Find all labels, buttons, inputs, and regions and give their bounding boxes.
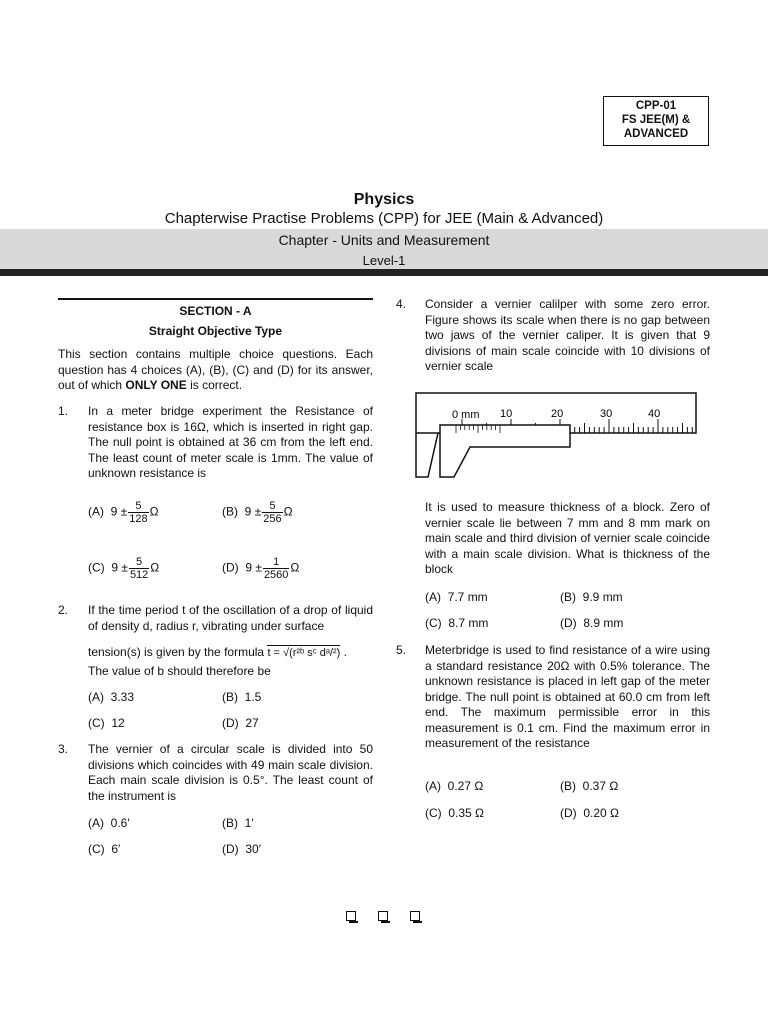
option-c xyxy=(88,716,125,730)
option-c xyxy=(88,556,159,581)
code-line: CPP-01 xyxy=(635,100,677,112)
option-c xyxy=(425,616,488,630)
option-value: 30′ xyxy=(245,842,261,856)
option-d xyxy=(560,616,623,630)
chapter-title: Chapter - Units and Measurement xyxy=(278,232,490,248)
option-d xyxy=(560,806,619,820)
question-number: 5. xyxy=(396,643,407,657)
option-label: (B) xyxy=(560,779,576,793)
option-value: 0.20 Ω xyxy=(583,806,620,820)
cpp-code-box xyxy=(603,96,709,146)
numerator: 5 xyxy=(262,500,282,513)
denominator: 256 xyxy=(263,513,282,525)
option-label: (B) xyxy=(222,816,238,830)
numerator: 1 xyxy=(263,556,289,569)
scale-label: 0 mm xyxy=(452,409,480,421)
option-label: (C) xyxy=(425,616,442,630)
fraction xyxy=(129,556,149,581)
option-label: (A) xyxy=(88,816,104,830)
option-label: (A) xyxy=(88,690,104,704)
end-mark-box-icon xyxy=(410,911,420,921)
option-value: 6′ xyxy=(111,842,121,856)
option-d xyxy=(222,556,299,581)
end-mark-box-icon xyxy=(378,911,388,921)
option-label: (B) xyxy=(222,690,238,704)
numerator: 5 xyxy=(129,556,149,569)
question-text: If the time period t of the oscillation of a drop of liquid of density d, radius r, vibrating under surface xyxy=(88,603,373,633)
section-title: SECTION - A xyxy=(179,304,252,318)
option-a xyxy=(88,816,130,830)
question-text: Consider a vernier calilper with some zero error. Figure shows its scale when there is no gap between two jaws of the vernier caliper. It is given that 9 divisions of main scale coincide with 10 divisions of vernier scale xyxy=(425,297,710,373)
option-prefix: 9 ± xyxy=(244,504,262,519)
fraction xyxy=(263,556,289,581)
option-label: (C) xyxy=(88,842,105,856)
option-label: (D) xyxy=(222,560,239,575)
option-prefix: 9 ± xyxy=(110,504,128,519)
instructions-text: This section contains multiple choice questions. Each question has 4 choices (A), (B), (C) and (D) for its answer, out of which xyxy=(58,347,373,392)
option-value: 27 xyxy=(245,716,259,730)
level-label: Level-1 xyxy=(362,253,406,268)
option-a xyxy=(88,500,159,525)
code-line: FS JEE(M) & xyxy=(621,114,691,126)
option-label: (D) xyxy=(222,842,239,856)
question-text: tension(s) is given by the formula xyxy=(88,645,265,659)
option-label: (C) xyxy=(425,806,442,820)
question-number: 4. xyxy=(396,297,407,311)
option-value: 9.9 mm xyxy=(582,590,623,604)
option-label: (D) xyxy=(560,806,577,820)
option-b xyxy=(222,690,261,704)
fraction xyxy=(262,500,282,525)
option-unit: Ω xyxy=(283,504,293,519)
question-text: Meterbridge is used to find resistance of a wire using a standard resistance 20Ω with 0.5% tolerance. The unknown resistance is placed in left gap of the meter bridge. The null point is obtained at 60.0 cm from left end. The maximum permissible error in this measurement is 0.1 cm. Find the maximum error in measurement of the resistance xyxy=(425,643,710,750)
option-label: (D) xyxy=(222,716,239,730)
header-divider xyxy=(0,269,768,276)
option-label: (B) xyxy=(222,504,238,519)
question-text: It is used to measure thickness of a block. Zero of vernier scale lie between 7 mm and 8 mm mark on main scale and third division of vernier scale coincide with a main scale division. What is thickness of the block xyxy=(425,500,710,576)
instructions-emphasis: ONLY ONE xyxy=(125,378,187,392)
formula: t = √(r²ᵇ sᶜ dᵃ/²) xyxy=(267,647,341,659)
option-value: 0.6′ xyxy=(110,816,130,830)
option-value: 1.5 xyxy=(244,690,262,704)
option-label: (C) xyxy=(88,716,105,730)
option-b xyxy=(222,816,254,830)
option-c xyxy=(88,842,120,856)
option-d xyxy=(222,716,259,730)
option-a xyxy=(88,690,134,704)
scale-label: 20 xyxy=(551,408,564,420)
question-text-formula-line: tension(s) is given by the formula t = √(r²ᵇ sᶜ dᵃ/²) . xyxy=(88,645,347,659)
option-a xyxy=(425,779,483,793)
option-unit: Ω xyxy=(149,504,159,519)
denominator: 512 xyxy=(129,569,149,581)
instructions-text-end: is correct. xyxy=(186,378,243,392)
option-value: 1′ xyxy=(244,816,254,830)
vernier-caliper-figure xyxy=(410,389,700,487)
option-label: (C) xyxy=(88,560,105,575)
subtitle: Chapterwise Practise Problems (CPP) for JEE (Main & Advanced) xyxy=(164,210,604,227)
scale-label: 30 xyxy=(600,408,613,420)
option-value: 0.27 Ω xyxy=(447,779,484,793)
question-number: 2. xyxy=(58,603,69,617)
scale-label: 40 xyxy=(648,408,661,420)
option-value: 0.37 Ω xyxy=(582,779,619,793)
option-label: (A) xyxy=(425,590,441,604)
section-instructions xyxy=(58,347,373,394)
option-value: 8.7 mm xyxy=(448,616,489,630)
option-c xyxy=(425,806,484,820)
option-value: 0.35 Ω xyxy=(448,806,485,820)
section-rule xyxy=(58,298,373,300)
option-unit: Ω xyxy=(150,560,160,575)
option-d xyxy=(222,842,261,856)
option-value: 12 xyxy=(111,716,125,730)
denominator: 128 xyxy=(129,513,148,525)
option-label: (D) xyxy=(560,616,577,630)
option-label: (B) xyxy=(560,590,576,604)
option-unit: Ω xyxy=(290,560,300,575)
option-value: 3.33 xyxy=(110,690,135,704)
fraction xyxy=(128,500,148,525)
question-number: 3. xyxy=(58,742,69,756)
option-value: 8.9 mm xyxy=(583,616,624,630)
end-mark-box-icon xyxy=(346,911,356,921)
question-text: The value of b should therefore be xyxy=(88,664,271,678)
question-text: In a meter bridge experiment the Resistance of resistance box is 16Ω, which is inserted in right gap. The null point is obtained at 36 cm from the left end. The least count of meter scale is 1mm. The value of unknown resistance is xyxy=(88,404,373,480)
section-type: Straight Objective Type xyxy=(148,324,283,338)
subject-title: Physics xyxy=(353,191,415,208)
option-b xyxy=(560,779,618,793)
fixed-jaw xyxy=(416,433,438,477)
scale-label: 10 xyxy=(500,408,513,420)
option-a xyxy=(425,590,488,604)
option-label: (A) xyxy=(425,779,441,793)
numerator: 5 xyxy=(128,500,148,513)
question-number: 1. xyxy=(58,404,69,418)
option-label: (A) xyxy=(88,504,104,519)
option-b xyxy=(222,500,293,525)
question-text: The vernier of a circular scale is divided into 50 divisions which coincides with 49 main scale division. Each main scale division is 0.5°. The least count of the instrument is xyxy=(88,742,373,803)
option-prefix: 9 ± xyxy=(245,560,262,575)
vernier-slider xyxy=(440,425,570,477)
option-value: 7.7 mm xyxy=(447,590,488,604)
denominator: 2560 xyxy=(263,569,289,581)
option-b xyxy=(560,590,623,604)
option-prefix: 9 ± xyxy=(111,560,128,575)
code-line: ADVANCED xyxy=(623,128,689,140)
